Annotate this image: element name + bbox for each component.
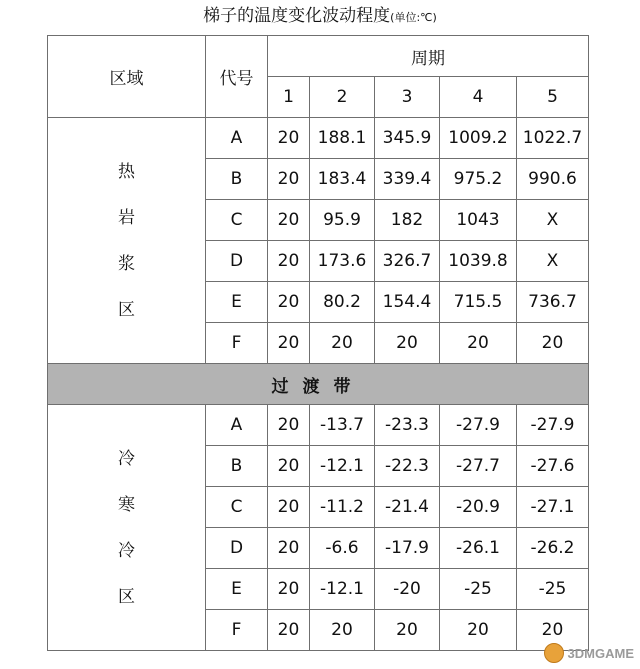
value-cell: -17.9 [375, 528, 440, 569]
value-cell: -21.4 [375, 487, 440, 528]
header-region: 区域 [48, 36, 206, 118]
value-cell: 182 [375, 200, 440, 241]
value-cell: 95.9 [310, 200, 375, 241]
value-cell: 20 [268, 241, 310, 282]
value-cell: 183.4 [310, 159, 375, 200]
row-code: E [206, 282, 268, 323]
value-cell: 20 [517, 323, 589, 364]
value-cell: 173.6 [310, 241, 375, 282]
value-cell: 345.9 [375, 118, 440, 159]
value-cell: 154.4 [375, 282, 440, 323]
value-cell: 20 [268, 487, 310, 528]
title-text: 梯子的温度变化波动程度 [203, 6, 391, 26]
value-cell: 1039.8 [440, 241, 517, 282]
transition-zone-label: 过渡带 [48, 364, 589, 405]
row-code: C [206, 200, 268, 241]
header-period-4: 4 [440, 77, 517, 118]
value-cell: 20 [268, 446, 310, 487]
header-period: 周期 [268, 36, 589, 77]
region-char: 热 [118, 161, 135, 182]
value-cell: -25 [517, 569, 589, 610]
table-row [48, 405, 589, 446]
value-cell: -12.1 [310, 569, 375, 610]
value-cell: 20 [268, 159, 310, 200]
row-code: F [206, 610, 268, 651]
value-cell: -26.1 [440, 528, 517, 569]
header-period-5: 5 [517, 77, 589, 118]
value-cell: 20 [268, 118, 310, 159]
value-cell: -6.6 [310, 528, 375, 569]
region-char: 冷 [118, 540, 135, 561]
row-code: A [206, 405, 268, 446]
value-cell: 20 [268, 323, 310, 364]
region-char: 冷 [118, 448, 135, 469]
watermark-text: 3DMGAME [567, 645, 634, 661]
value-cell: 1022.7 [517, 118, 589, 159]
value-cell: 20 [440, 610, 517, 651]
row-code: C [206, 487, 268, 528]
value-cell: 20 [268, 282, 310, 323]
value-cell: 80.2 [310, 282, 375, 323]
value-cell: 20 [268, 610, 310, 651]
value-cell: 20 [517, 610, 589, 651]
watermark [544, 643, 634, 663]
region-char: 区 [118, 299, 135, 320]
row-code: F [206, 323, 268, 364]
row-code: D [206, 241, 268, 282]
value-cell: 990.6 [517, 159, 589, 200]
header-period-3: 3 [375, 77, 440, 118]
value-cell: -27.9 [440, 405, 517, 446]
value-cell: 1043 [440, 200, 517, 241]
temperature-table [47, 35, 589, 651]
region-cold [48, 405, 206, 651]
row-code: A [206, 118, 268, 159]
header-row-1 [48, 36, 589, 77]
value-cell: X [517, 241, 589, 282]
value-cell: 326.7 [375, 241, 440, 282]
value-cell: 20 [310, 610, 375, 651]
value-cell: 20 [440, 323, 517, 364]
value-cell: 715.5 [440, 282, 517, 323]
value-cell: 20 [268, 569, 310, 610]
value-cell: -27.7 [440, 446, 517, 487]
header-period-2: 2 [310, 77, 375, 118]
value-cell: 20 [375, 610, 440, 651]
region-char: 浆 [118, 253, 135, 274]
region-char: 岩 [118, 207, 135, 228]
table-row [48, 118, 589, 159]
row-code: B [206, 446, 268, 487]
region-char: 区 [118, 586, 135, 607]
region-hot-magma [48, 118, 206, 364]
value-cell: 20 [268, 528, 310, 569]
row-code: D [206, 528, 268, 569]
value-cell: 188.1 [310, 118, 375, 159]
header-period-1: 1 [268, 77, 310, 118]
divider-row [48, 364, 589, 405]
value-cell: -11.2 [310, 487, 375, 528]
value-cell: 975.2 [440, 159, 517, 200]
value-cell: -23.3 [375, 405, 440, 446]
table-title [0, 4, 640, 30]
value-cell: -20.9 [440, 487, 517, 528]
value-cell: 20 [268, 405, 310, 446]
region-char: 寒 [118, 494, 135, 515]
value-cell: 20 [310, 323, 375, 364]
value-cell: 20 [375, 323, 440, 364]
value-cell: -27.9 [517, 405, 589, 446]
value-cell: 736.7 [517, 282, 589, 323]
value-cell: 1009.2 [440, 118, 517, 159]
value-cell: -13.7 [310, 405, 375, 446]
value-cell: -22.3 [375, 446, 440, 487]
header-code: 代号 [206, 36, 268, 118]
logo-icon [544, 643, 564, 663]
value-cell: -26.2 [517, 528, 589, 569]
value-cell: 20 [268, 200, 310, 241]
value-cell: -27.1 [517, 487, 589, 528]
value-cell: -12.1 [310, 446, 375, 487]
value-cell: -27.6 [517, 446, 589, 487]
value-cell: -20 [375, 569, 440, 610]
unit-text: (单位:℃) [390, 11, 437, 24]
row-code: E [206, 569, 268, 610]
row-code: B [206, 159, 268, 200]
value-cell: 339.4 [375, 159, 440, 200]
value-cell: -25 [440, 569, 517, 610]
value-cell: X [517, 200, 589, 241]
